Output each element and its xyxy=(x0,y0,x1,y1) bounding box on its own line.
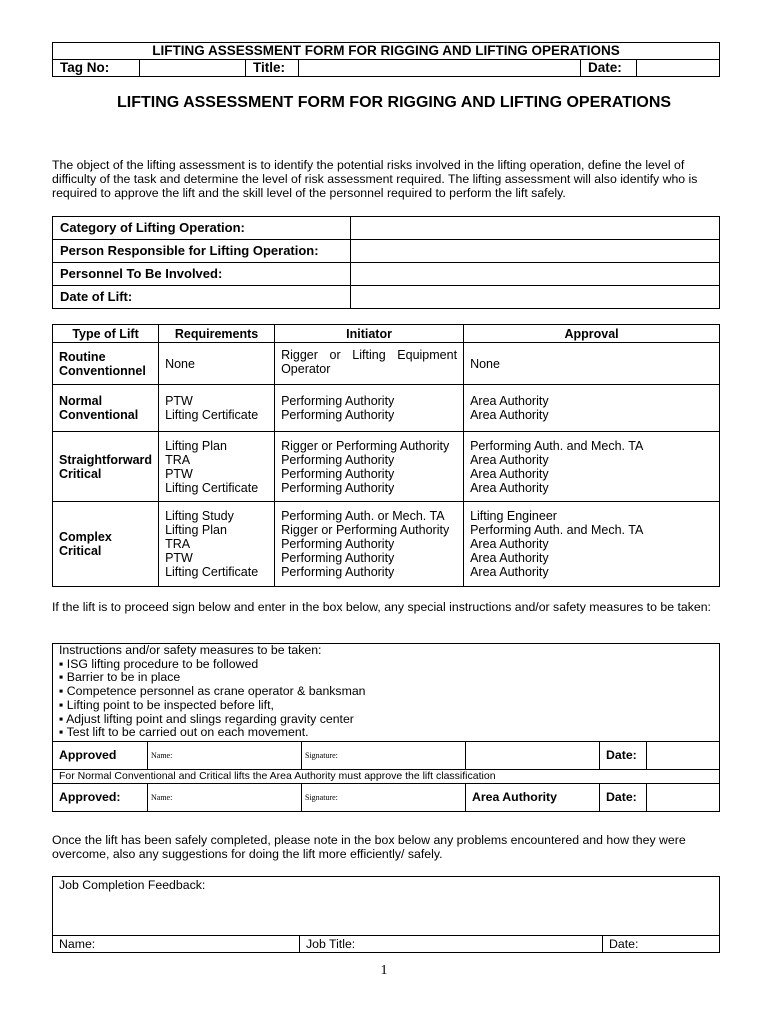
name-label: Name: xyxy=(151,750,173,760)
column-header: Requirements xyxy=(159,325,275,343)
lift-type-cell: Routine Conventionnel xyxy=(53,343,159,385)
instructions-heading: Instructions and/or safety measures to be taken: xyxy=(59,643,322,657)
date-of-lift-field[interactable] xyxy=(351,286,720,309)
lift-type-cell: Straightforward Critical xyxy=(53,432,159,502)
bullet-icon: ▪ xyxy=(59,697,64,712)
area-authority-label: Area Authority xyxy=(466,784,600,812)
proceed-paragraph: If the lift is to proceed sign below and enter in the box below, any special instructions and/or safety measures to be taken: xyxy=(52,600,711,614)
approved-label: Approved xyxy=(53,742,148,770)
lift-types-table xyxy=(52,324,720,587)
approval-cell: Performing Auth. and Mech. TA Area Authority Area Authority Area Authority xyxy=(464,432,720,502)
instruction-text: Adjust lifting point and slings regarding gravity center xyxy=(66,711,354,726)
instructions-table xyxy=(52,643,720,812)
approved-extra-field[interactable] xyxy=(466,742,600,770)
header-title: LIFTING ASSESSMENT FORM FOR RIGGING AND LIFTING OPERATIONS xyxy=(53,43,720,60)
date-of-lift-label: Date of Lift: xyxy=(53,286,351,309)
intro-paragraph: The object of the lifting assessment is to identify the potential risks involved in the lifting operation, define the level of difficulty of the task and determine the level of risk assessment required. The lifting assessment will also identify who is required to approve the lift and the skill level of the personnel required to perform the lift safely. xyxy=(52,158,698,200)
approval-cell: Area Authority Area Authority xyxy=(464,385,720,432)
approved-date-field[interactable] xyxy=(647,784,720,812)
feedback-table xyxy=(52,876,720,953)
approved-label: Approved: xyxy=(53,784,148,812)
bullet-icon: ▪ xyxy=(59,670,64,685)
initiator-cell: Rigger or Performing Authority Performing Authority Performing Authority Performing Authority xyxy=(275,432,464,502)
tag-no-field[interactable] xyxy=(140,60,246,77)
bullet-icon: ▪ xyxy=(59,684,64,699)
feedback-name-field[interactable] xyxy=(53,936,300,953)
approved-signature-field[interactable] xyxy=(302,784,466,812)
approval-cell: Lifting Engineer Performing Auth. and Mech. TA Area Authority Area Authority Area Authority xyxy=(464,502,720,587)
category-table xyxy=(52,216,720,309)
completion-paragraph: Once the lift has been safely completed, please note in the box below any problems encountered and how they were overcome, also any suggestions for doing the lift more efficiently/ safely. xyxy=(52,833,686,861)
approved-name-field[interactable] xyxy=(148,742,302,770)
bullet-icon: ▪ xyxy=(59,725,64,740)
page-title: LIFTING ASSESSMENT FORM FOR RIGGING AND LIFTING OPERATIONS xyxy=(117,94,672,111)
tag-no-label: Tag No: xyxy=(53,60,140,77)
table-row xyxy=(53,502,720,587)
feedback-heading: Job Completion Feedback: xyxy=(59,878,206,892)
title-label: Title: xyxy=(246,60,299,77)
personnel-field[interactable] xyxy=(351,263,720,286)
date-label: Date: xyxy=(581,60,637,77)
approved-name-field[interactable] xyxy=(148,784,302,812)
requirements-cell: None xyxy=(159,343,275,385)
column-header: Approval xyxy=(464,325,720,343)
list-item xyxy=(59,685,713,699)
personnel-label: Personnel To Be Involved: xyxy=(53,263,351,286)
date-field[interactable] xyxy=(637,60,720,77)
page-number: 1 xyxy=(380,963,388,978)
title-field[interactable] xyxy=(299,60,581,77)
bullet-icon: ▪ xyxy=(59,711,64,726)
person-responsible-label: Person Responsible for Lifting Operation: xyxy=(53,240,351,263)
initiator-text: Rigger or Lifting Equipment Operator xyxy=(281,348,458,376)
instructions-list xyxy=(59,658,713,740)
lift-type-cell: Normal Conventional xyxy=(53,385,159,432)
requirements-cell: Lifting Study Lifting Plan TRA PTW Lifting Certificate xyxy=(159,502,275,587)
lift-type-cell: Complex Critical xyxy=(53,502,159,587)
date-label: Date: xyxy=(609,937,639,951)
feedback-job-title-field[interactable] xyxy=(300,936,603,953)
feedback-date-field[interactable] xyxy=(603,936,720,953)
requirements-cell: PTW Lifting Certificate xyxy=(159,385,275,432)
feedback-box[interactable] xyxy=(53,877,720,936)
list-item xyxy=(59,713,713,727)
instruction-text: Test lift to be carried out on each movement. xyxy=(66,725,309,740)
initiator-cell: Performing Auth. or Mech. TA Rigger or Performing Authority Performing Authority Performing Authority Performing Authority xyxy=(275,502,464,587)
table-row xyxy=(53,385,720,432)
instruction-text: Barrier to be in place xyxy=(66,670,181,685)
approval-cell: None xyxy=(464,343,720,385)
initiator-cell: Performing Authority Performing Authority xyxy=(275,385,464,432)
instruction-text: Lifting point to be inspected before lift, xyxy=(66,697,274,712)
table-row xyxy=(53,343,720,385)
table-row xyxy=(53,432,720,502)
list-item xyxy=(59,699,713,713)
instruction-text: Competence personnel as crane operator & banksman xyxy=(66,684,366,699)
list-item xyxy=(59,726,713,740)
instruction-text: ISG lifting procedure to be followed xyxy=(66,656,259,671)
signature-label: Signature: xyxy=(305,792,338,802)
name-label: Name: xyxy=(59,937,96,951)
instructions-box[interactable] xyxy=(53,644,720,742)
date-label: Date: xyxy=(600,742,647,770)
signature-label: Signature: xyxy=(305,750,338,760)
column-header: Initiator xyxy=(275,325,464,343)
list-item xyxy=(59,671,713,685)
approved-date-field[interactable] xyxy=(647,742,720,770)
job-title-label: Job Title: xyxy=(306,937,356,951)
list-item xyxy=(59,658,713,672)
approved-signature-field[interactable] xyxy=(302,742,466,770)
initiator-cell xyxy=(275,343,464,385)
requirements-cell: Lifting Plan TRA PTW Lifting Certificate xyxy=(159,432,275,502)
name-label: Name: xyxy=(151,792,173,802)
bullet-icon: ▪ xyxy=(59,656,64,671)
category-label: Category of Lifting Operation: xyxy=(53,217,351,240)
date-label: Date: xyxy=(600,784,647,812)
approval-note: For Normal Conventional and Critical lifts the Area Authority must approve the lift classification xyxy=(53,770,720,784)
person-responsible-field[interactable] xyxy=(351,240,720,263)
category-field[interactable] xyxy=(351,217,720,240)
header-table xyxy=(52,42,720,77)
column-header: Type of Lift xyxy=(53,325,159,343)
